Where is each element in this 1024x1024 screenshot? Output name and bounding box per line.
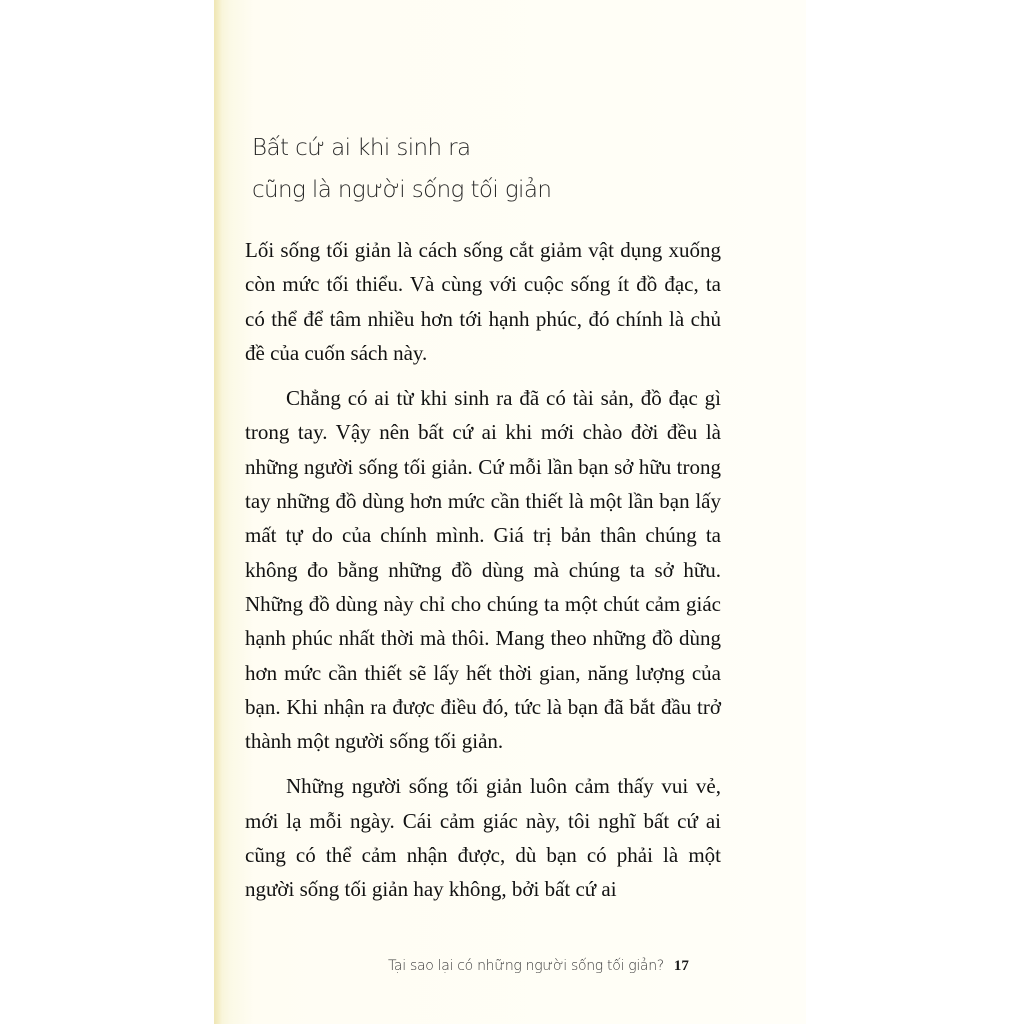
page-number: 17 bbox=[673, 958, 689, 974]
paragraph-3: Những người sống tối giản luôn cảm thấy vui vẻ, mới lạ mỗi ngày. Cái cảm giác này, tôi nghĩ bất cứ ai cũng có thể cảm nhận được, dù bạn có phải là một người sống tối giản hay không, bởi bất cứ ai bbox=[245, 774, 721, 902]
chapter-title bbox=[252, 127, 772, 211]
page-binding-shadow bbox=[214, 0, 222, 1024]
paragraph-1: Lối sống tối giản là cách sống cắt giảm vật dụng xuống còn mức tối thiểu. Và cùng với cuộc sống ít đồ đạc, ta có thể để tâm nhiều hơn tới hạnh phúc, đó chính là chủ đề của cuốn sách này. bbox=[245, 238, 721, 365]
running-head: Tại sao lại có những người sống tối giản? bbox=[388, 958, 664, 974]
body-text bbox=[245, 233, 721, 918]
chapter-title-line-2: cũng là người sống tối giản bbox=[252, 177, 552, 203]
paragraph-2: Chẳng có ai từ khi sinh ra đã có tài sản, đồ đạc gì trong tay. Vậy nên bất cứ ai khi mới chào đời đều là những người sống tối giản. Cứ mỗi lần bạn sở hữu trong tay những đồ dùng hơn mức cần thiết là một lần bạn lấy mất tự do của chính mình. Giá trị bản thân chúng ta không đo bằng những đồ dùng mà chúng ta sở hữu. Những đồ dùng này chỉ cho chúng ta một chút cảm giác hạnh phúc nhất thời mà thôi. Mang theo những đồ dùng hơn mức cần thiết sẽ lấy hết thời gian, năng lượng của bạn. Khi nhận ra được điều đó, tức là bạn đã bắt đầu trở thành một người sống tối giản. bbox=[245, 386, 721, 754]
page-footer bbox=[388, 958, 718, 975]
chapter-title-line-1: Bất cứ ai khi sinh ra bbox=[252, 135, 471, 161]
